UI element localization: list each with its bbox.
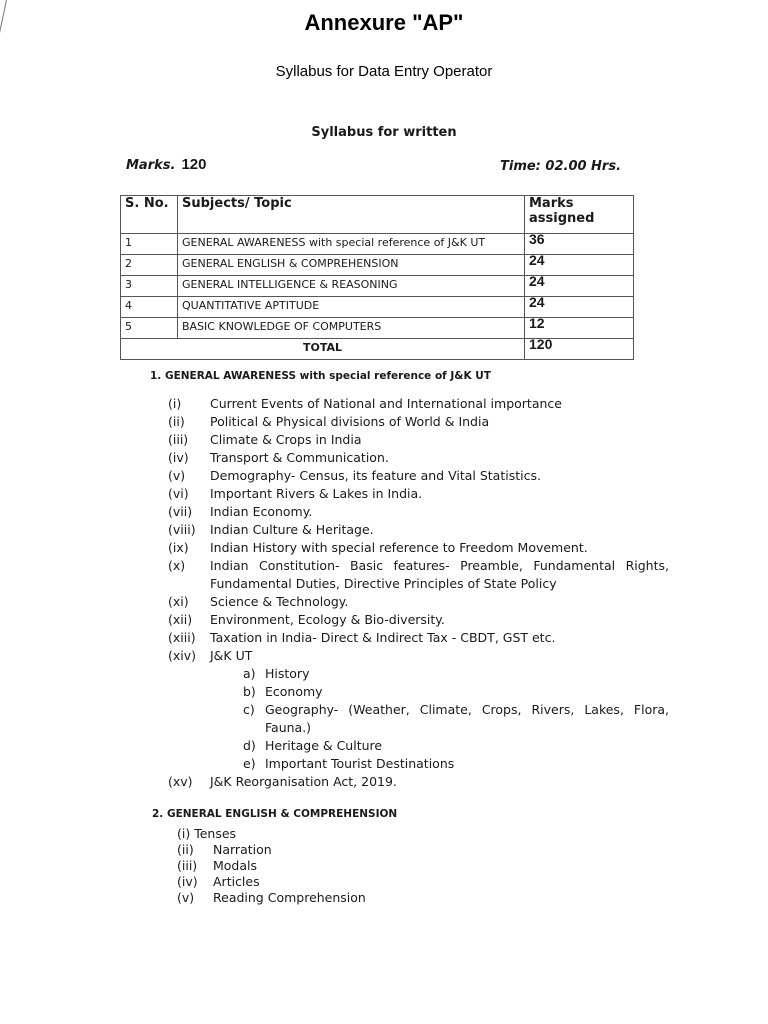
section-1-heading: 1. GENERAL AWARENESS with special reference of J&K UT [150, 370, 491, 382]
section-2-heading: 2. GENERAL ENGLISH & COMPREHENSION [152, 808, 398, 820]
item-text: J&K Reorganisation Act, 2019. [210, 774, 397, 789]
row-marks-value: 24 [529, 294, 545, 310]
row-marks-value: 12 [529, 315, 545, 331]
table-total-row [121, 339, 634, 360]
row-sno: 5 [121, 318, 178, 339]
item-text: Important Rivers & Lakes in India. [210, 486, 423, 501]
sub-item-letter: d) [243, 738, 256, 753]
item-text-line: Fundamental Duties, Directive Principles of State Policy [210, 576, 557, 591]
sub-list-item [168, 683, 669, 701]
sub-list-item [168, 665, 669, 683]
item-number: (iv) [168, 450, 189, 465]
item-text: J&K UT [210, 648, 253, 663]
table-row [121, 234, 634, 255]
sub-item-letter: c) [243, 702, 255, 717]
sub-item-text-line: Geography- (Weather, Climate, Crops, Rivers, Lakes, Flora, [265, 702, 669, 717]
list-item [168, 467, 669, 485]
item-number: (vii) [168, 504, 193, 519]
total-label: TOTAL [121, 339, 525, 360]
item-text: Narration [213, 842, 272, 857]
item-text: Science & Technology. [210, 594, 349, 609]
table-row [121, 318, 634, 339]
row-subject: GENERAL ENGLISH & COMPREHENSION [178, 255, 525, 276]
item-text: Indian Culture & Heritage. [210, 522, 374, 537]
sub-list-item [168, 755, 669, 773]
item-text: Articles [213, 874, 260, 889]
item-number: (v) [177, 890, 195, 905]
list-item [168, 503, 669, 521]
sub-item-text-line: Fauna.) [265, 720, 312, 735]
list-item [168, 413, 669, 431]
item-text: Taxation in India- Direct & Indirect Tax - CBDT, GST etc. [210, 630, 556, 645]
row-subject: QUANTITATIVE APTITUDE [178, 297, 525, 318]
item-number: (xv) [168, 774, 193, 789]
sub-item-letter: e) [243, 756, 256, 771]
marks-table [120, 195, 634, 360]
item-number: (iii) [177, 858, 198, 873]
row-marks-value: 24 [529, 252, 545, 268]
annexure-title: Annexure "AP" [304, 10, 464, 35]
time-label: Time: 02.00 Hrs. [500, 159, 622, 174]
sub-list-item [168, 701, 669, 737]
row-subject: BASIC KNOWLEDGE OF COMPUTERS [178, 318, 525, 339]
item-number: (x) [168, 558, 186, 573]
item-number: (ii) [177, 842, 194, 857]
list-item [168, 647, 669, 665]
document-subtitle: Syllabus for Data Entry Operator [275, 63, 493, 80]
item-text: Indian History with special reference to Freedom Movement. [210, 540, 588, 555]
row-sno: 1 [121, 234, 178, 255]
item-text: Demography- Census, its feature and Vital Statistics. [210, 468, 541, 483]
table-header-row [121, 196, 634, 234]
item-text: Environment, Ecology & Bio-diversity. [210, 612, 445, 627]
row-subject: GENERAL INTELLIGENCE & REASONING [178, 276, 525, 297]
item-number: (iii) [168, 432, 189, 447]
marks-label: Marks. [126, 158, 176, 173]
row-sno: 3 [121, 276, 178, 297]
total-value: 120 [529, 336, 553, 352]
row-marks-value: 24 [529, 273, 545, 289]
table-row [121, 255, 634, 276]
item-number: (ii) [168, 414, 185, 429]
item-number: (i) [168, 396, 182, 411]
sub-item-letter: a) [243, 666, 256, 681]
sub-item-text [265, 701, 669, 737]
sub-list-item [168, 737, 669, 755]
list-item [168, 395, 669, 413]
table-row [121, 297, 634, 318]
item-number: (xiii) [168, 630, 196, 645]
item-text-line: Indian Constitution- Basic features- Preamble, Fundamental Rights, [210, 558, 669, 573]
row-sno: 2 [121, 255, 178, 276]
header-subject: Subjects/ Topic [178, 196, 525, 234]
item-text: Modals [213, 858, 258, 873]
item-number: (xi) [168, 594, 189, 609]
list-item [168, 773, 669, 791]
item-text [210, 557, 669, 593]
total-marks [126, 156, 206, 173]
header-marks: Marks assigned [525, 196, 634, 234]
list-item [168, 539, 669, 557]
row-sno: 4 [121, 297, 178, 318]
item-number: (ix) [168, 540, 189, 555]
item-number: (v) [168, 468, 186, 483]
list-item [168, 557, 669, 593]
sub-item-letter: b) [243, 684, 256, 699]
sub-item-text: History [265, 666, 310, 681]
list-item [168, 629, 669, 647]
item-number: (xii) [168, 612, 193, 627]
item-number: (vi) [168, 486, 189, 501]
sub-item-text: Important Tourist Destinations [265, 756, 455, 771]
header-sno: S. No. [121, 196, 178, 234]
section-2-list [177, 826, 477, 906]
list-item [168, 431, 669, 449]
item-text: Current Events of National and International importance [210, 396, 562, 411]
item-text: Political & Physical divisions of World & India [210, 414, 490, 429]
list-item [177, 890, 477, 906]
item-text: Reading Comprehension [213, 890, 366, 905]
list-item [177, 858, 477, 874]
item-text: Tenses [194, 826, 237, 841]
list-item [168, 611, 669, 629]
list-item [168, 485, 669, 503]
list-item [168, 521, 669, 539]
item-number: (iv) [177, 874, 198, 889]
list-item [168, 593, 669, 611]
list-item [177, 874, 477, 890]
sub-item-text: Heritage & Culture [265, 738, 383, 753]
section-1-list [168, 395, 669, 791]
row-marks-value: 36 [529, 231, 545, 247]
list-item [168, 449, 669, 467]
written-heading: Syllabus for written [311, 125, 457, 140]
item-text: Climate & Crops in India [210, 432, 362, 447]
item-text: Indian Economy. [210, 504, 313, 519]
item-number: (xiv) [168, 648, 197, 663]
sub-item-text: Economy [265, 684, 323, 699]
item-number: (i) [177, 826, 191, 841]
row-subject: GENERAL AWARENESS with special reference of J&K UT [178, 234, 525, 255]
total-marks-cell [525, 336, 634, 360]
item-text: Transport & Communication. [210, 450, 389, 465]
list-item [177, 826, 477, 842]
table-row [121, 276, 634, 297]
item-number: (viii) [168, 522, 196, 537]
marks-value: 120 [181, 156, 207, 173]
list-item [177, 842, 477, 858]
